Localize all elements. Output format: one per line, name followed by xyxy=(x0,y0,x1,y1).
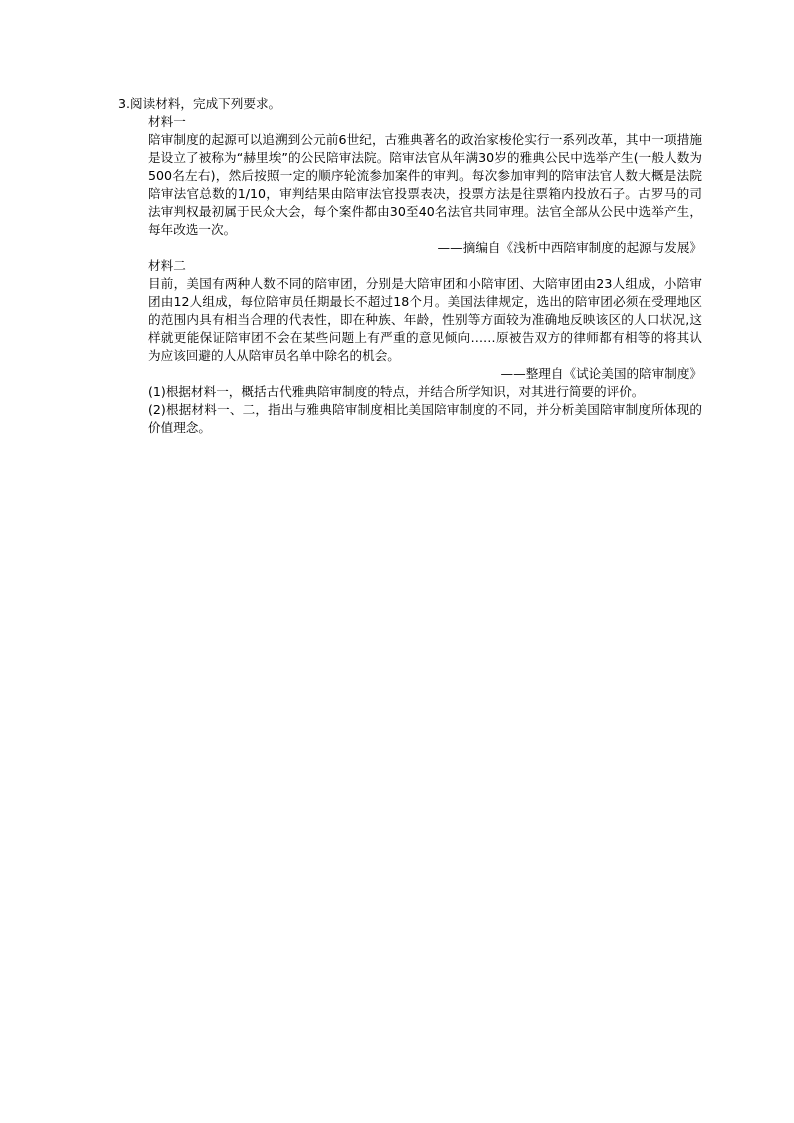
material2-text: 目前，美国有两种人数不同的陪审团，分别是大陪审团和小陪审团、大陪审团由23人组成，小陪审团由12人组成，每位陪审员任期最长不超过18个月。美国法律规定，选出的陪审团必须在受理地区的范围内具有相当合理的代表性，即在种族、年龄，性别等方面较为准确地反映该区的人口状况,这样就更能保证陪审团不会在某些问题上有严重的意见倾向……原被告双方的律师都有相等的将其认为应该回避的人从陪审员名单中除名的机会。 xyxy=(148,276,702,363)
material2-label: 材料二 xyxy=(148,258,186,273)
material1-source: ——摘编自《浅析中西陪审制度的起源与发展》 xyxy=(437,240,702,255)
question-block xyxy=(118,95,702,437)
subquestion-2: (2)根据材料一、二，指出与雅典陪审制度相比美国陪审制度的不同，并分析美国陪审制度所体现的价值理念。 xyxy=(148,402,702,435)
material2-source: ——整理自《试论美国的陪审制度》 xyxy=(500,366,702,381)
question-header: 3.阅读材料，完成下列要求。 xyxy=(118,96,282,111)
subquestion-1: (1)根据材料一，概括古代雅典陪审制度的特点，并结合所学知识，对其进行简要的评价。 xyxy=(148,384,645,399)
material1-label: 材料一 xyxy=(148,114,186,129)
material1-text: 陪审制度的起源可以追溯到公元前6世纪，古雅典著名的政治家梭伦实行一系列改革，其中一项措施是设立了被称为“赫里埃”的公民陪审法院。陪审法官从年满30岁的雅典公民中选举产生(一般人数为500名左右)，然后按照一定的顺序轮流参加案件的审判。每次参加审判的陪审法官人数大概是法院陪审法官总数的1/10，审判结果由陪审法官投票表决，投票方法是往票箱内投放石子。古罗马的司法审判权最初属于民众大会，每个案件都由30至40名法官共同审理。法官全部从公民中选举产生，每年改选一次。 xyxy=(148,132,702,237)
material-section xyxy=(118,113,702,437)
